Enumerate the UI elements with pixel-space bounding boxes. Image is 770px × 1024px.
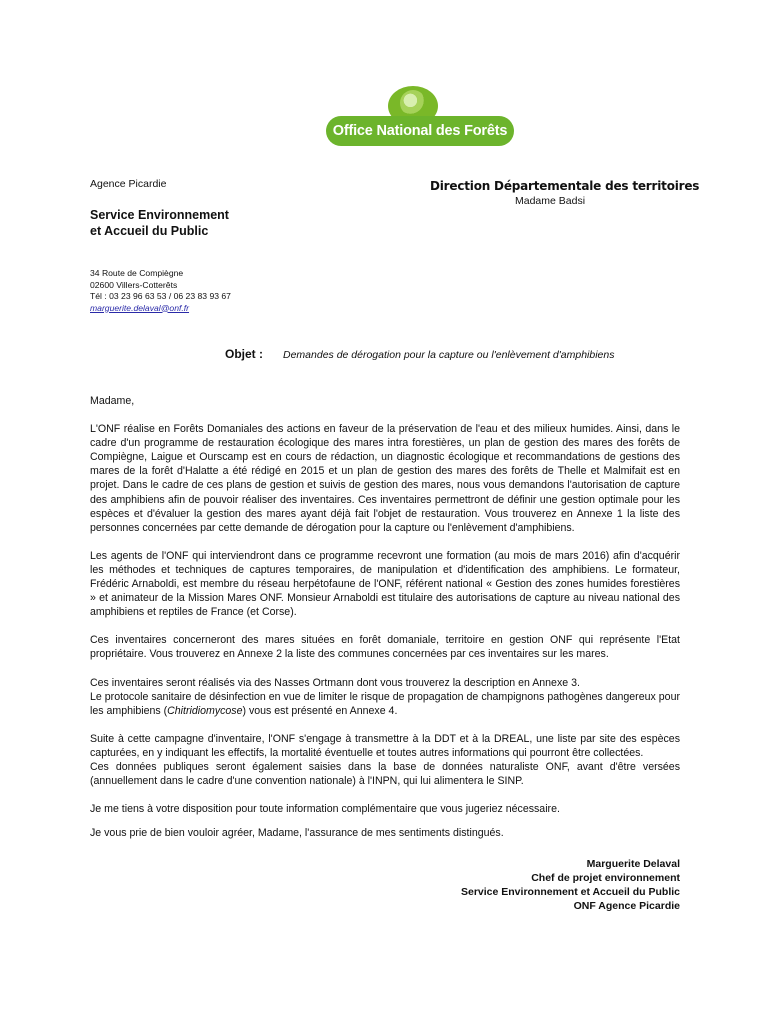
salutation: Madame, (90, 395, 135, 407)
signer-agency: ONF Agence Picardie (573, 900, 680, 912)
address-street: 34 Route de Compiègne (90, 268, 184, 278)
paragraph-5 (90, 732, 680, 788)
service-line-1: Service Environnement (90, 208, 229, 222)
service-name (90, 207, 229, 239)
paragraph-4-line-1: Ces inventaires seront réalisés via des Nasses Ortmann dont vous trouverez la description en Annexe 3. (90, 676, 580, 689)
recipient-org: Direction Départementale des territoires (430, 179, 700, 193)
paragraph-2: Les agents de l'ONF qui interviendront dans ce programme recevront une formation (au mois de mars 2016) afin d'acquérir les méthodes et techniques de captures temporaires, de manipulation et d'identification des amphibiens. Le formateur, Frédéric Arnaboldi, est membre du réseau herpétofaune de l'ONF, référent national « Gestion des zones humides forestières » et animateur de la Mission Mares ONF. Monsieur Arnaboldi est titulaire des autorisations de capture au niveau national des amphibiens et reptiles de France (et Corse). (90, 549, 680, 619)
tree-crown-icon (400, 90, 426, 116)
letter-body (90, 394, 680, 840)
email-link[interactable]: marguerite.delaval@onf.fr (90, 302, 190, 313)
paragraph-1: L'ONF réalise en Forêts Domaniales des actions en faveur de la préservation de l'eau et des milieux humides. Ainsi, dans le cadre d'un programme de restauration écologique des mares intra forestières, un plan de gestion des mares des forêts de Compiègne, Laigue et Ourscamp est en cours de rédaction, un diagnostic écologique et recommandations de gestions des mares de la forêt d'Halatte a été rédigé en 2015 et un plan de gestion des mares des forêts de Thelle et Malmifait est en projet. Dans le cadre de ces plans de gestion et suivis de gestion des mares, nous vous demandons l'autorisation de capture des amphibiens afin de pouvoir réaliser des inventaires. Ces inventaires permettront de définir une gestion optimale pour les espèces et d'évaluer la gestion des mares ayant déjà fait l'objet de restauration. Vous trouverez en Annexe 1 la liste des personnes concernées par cette demande de dérogation pour la capture ou l'enlèvement d'amphibiens. (90, 423, 680, 534)
objet-text: Demandes de dérogation pour la capture ou l'enlèvement d'amphibiens (283, 349, 615, 361)
protocol-text-after: ) vous est présenté en Annexe 4. (242, 704, 398, 717)
address-city: 02600 Villers-Cotterêts (90, 279, 178, 290)
paragraph-4-line-2 (90, 690, 680, 718)
objet-label: Objet : (225, 347, 263, 361)
closing-availability: Je me tiens à votre disposition pour toute information complémentaire que vous jugeriez nécessaire. (90, 803, 560, 816)
phone-number: Tél : 03 23 96 63 53 / 06 23 83 93 67 (90, 291, 231, 301)
paragraph-3: Ces inventaires concerneront des mares situées en forêt domaniale, territoire en gestion ONF qui représente l'Etat propriétaire. Vous trouverez en Annexe 2 la liste des communes concernées par ces inventaires sur les mares. (90, 634, 680, 661)
paragraph-5-line-2: Ces données publiques seront également saisies dans la base de données naturaliste ONF, avant d'être versées (annuellement dans le cadre d'une convention nationale) à l'INPN, qui lui alimentera le SINP. (90, 760, 680, 788)
signer-name: Marguerite Delaval (586, 858, 680, 870)
closing-formula: Je vous prie de bien vouloir agréer, Madame, l'assurance de mes sentiments distingués. (90, 827, 504, 840)
protocol-text-before: Le protocole sanitaire de désinfection en vue de limiter le risque de propagation de champignons pathogènes dangereux pour les amphibiens ( (90, 690, 680, 717)
signature-block (461, 857, 680, 913)
agency-name: Agence Picardie (90, 178, 167, 190)
signer-title: Chef de projet environnement (531, 872, 680, 884)
paragraph-5-line-1: Suite à cette campagne d'inventaire, l'ONF s'engage à transmettre à la DDT et à la DREAL, une liste par site des espèces capturées, en y indiquant les effectifs, la mortalité éventuelle et toutes autres informations qui pourront être collectées. (90, 732, 680, 759)
disease-name: Chitridiomycose (167, 704, 243, 717)
sender-address (90, 268, 231, 314)
paragraph-4 (90, 676, 680, 718)
service-line-2: et Accueil du Public (90, 224, 209, 238)
onf-logo (326, 86, 514, 150)
signer-service: Service Environnement et Accueil du Public (460, 886, 680, 898)
logo-banner: Office National des Forêts (326, 116, 514, 146)
recipient-name: Madame Badsi (515, 195, 586, 207)
